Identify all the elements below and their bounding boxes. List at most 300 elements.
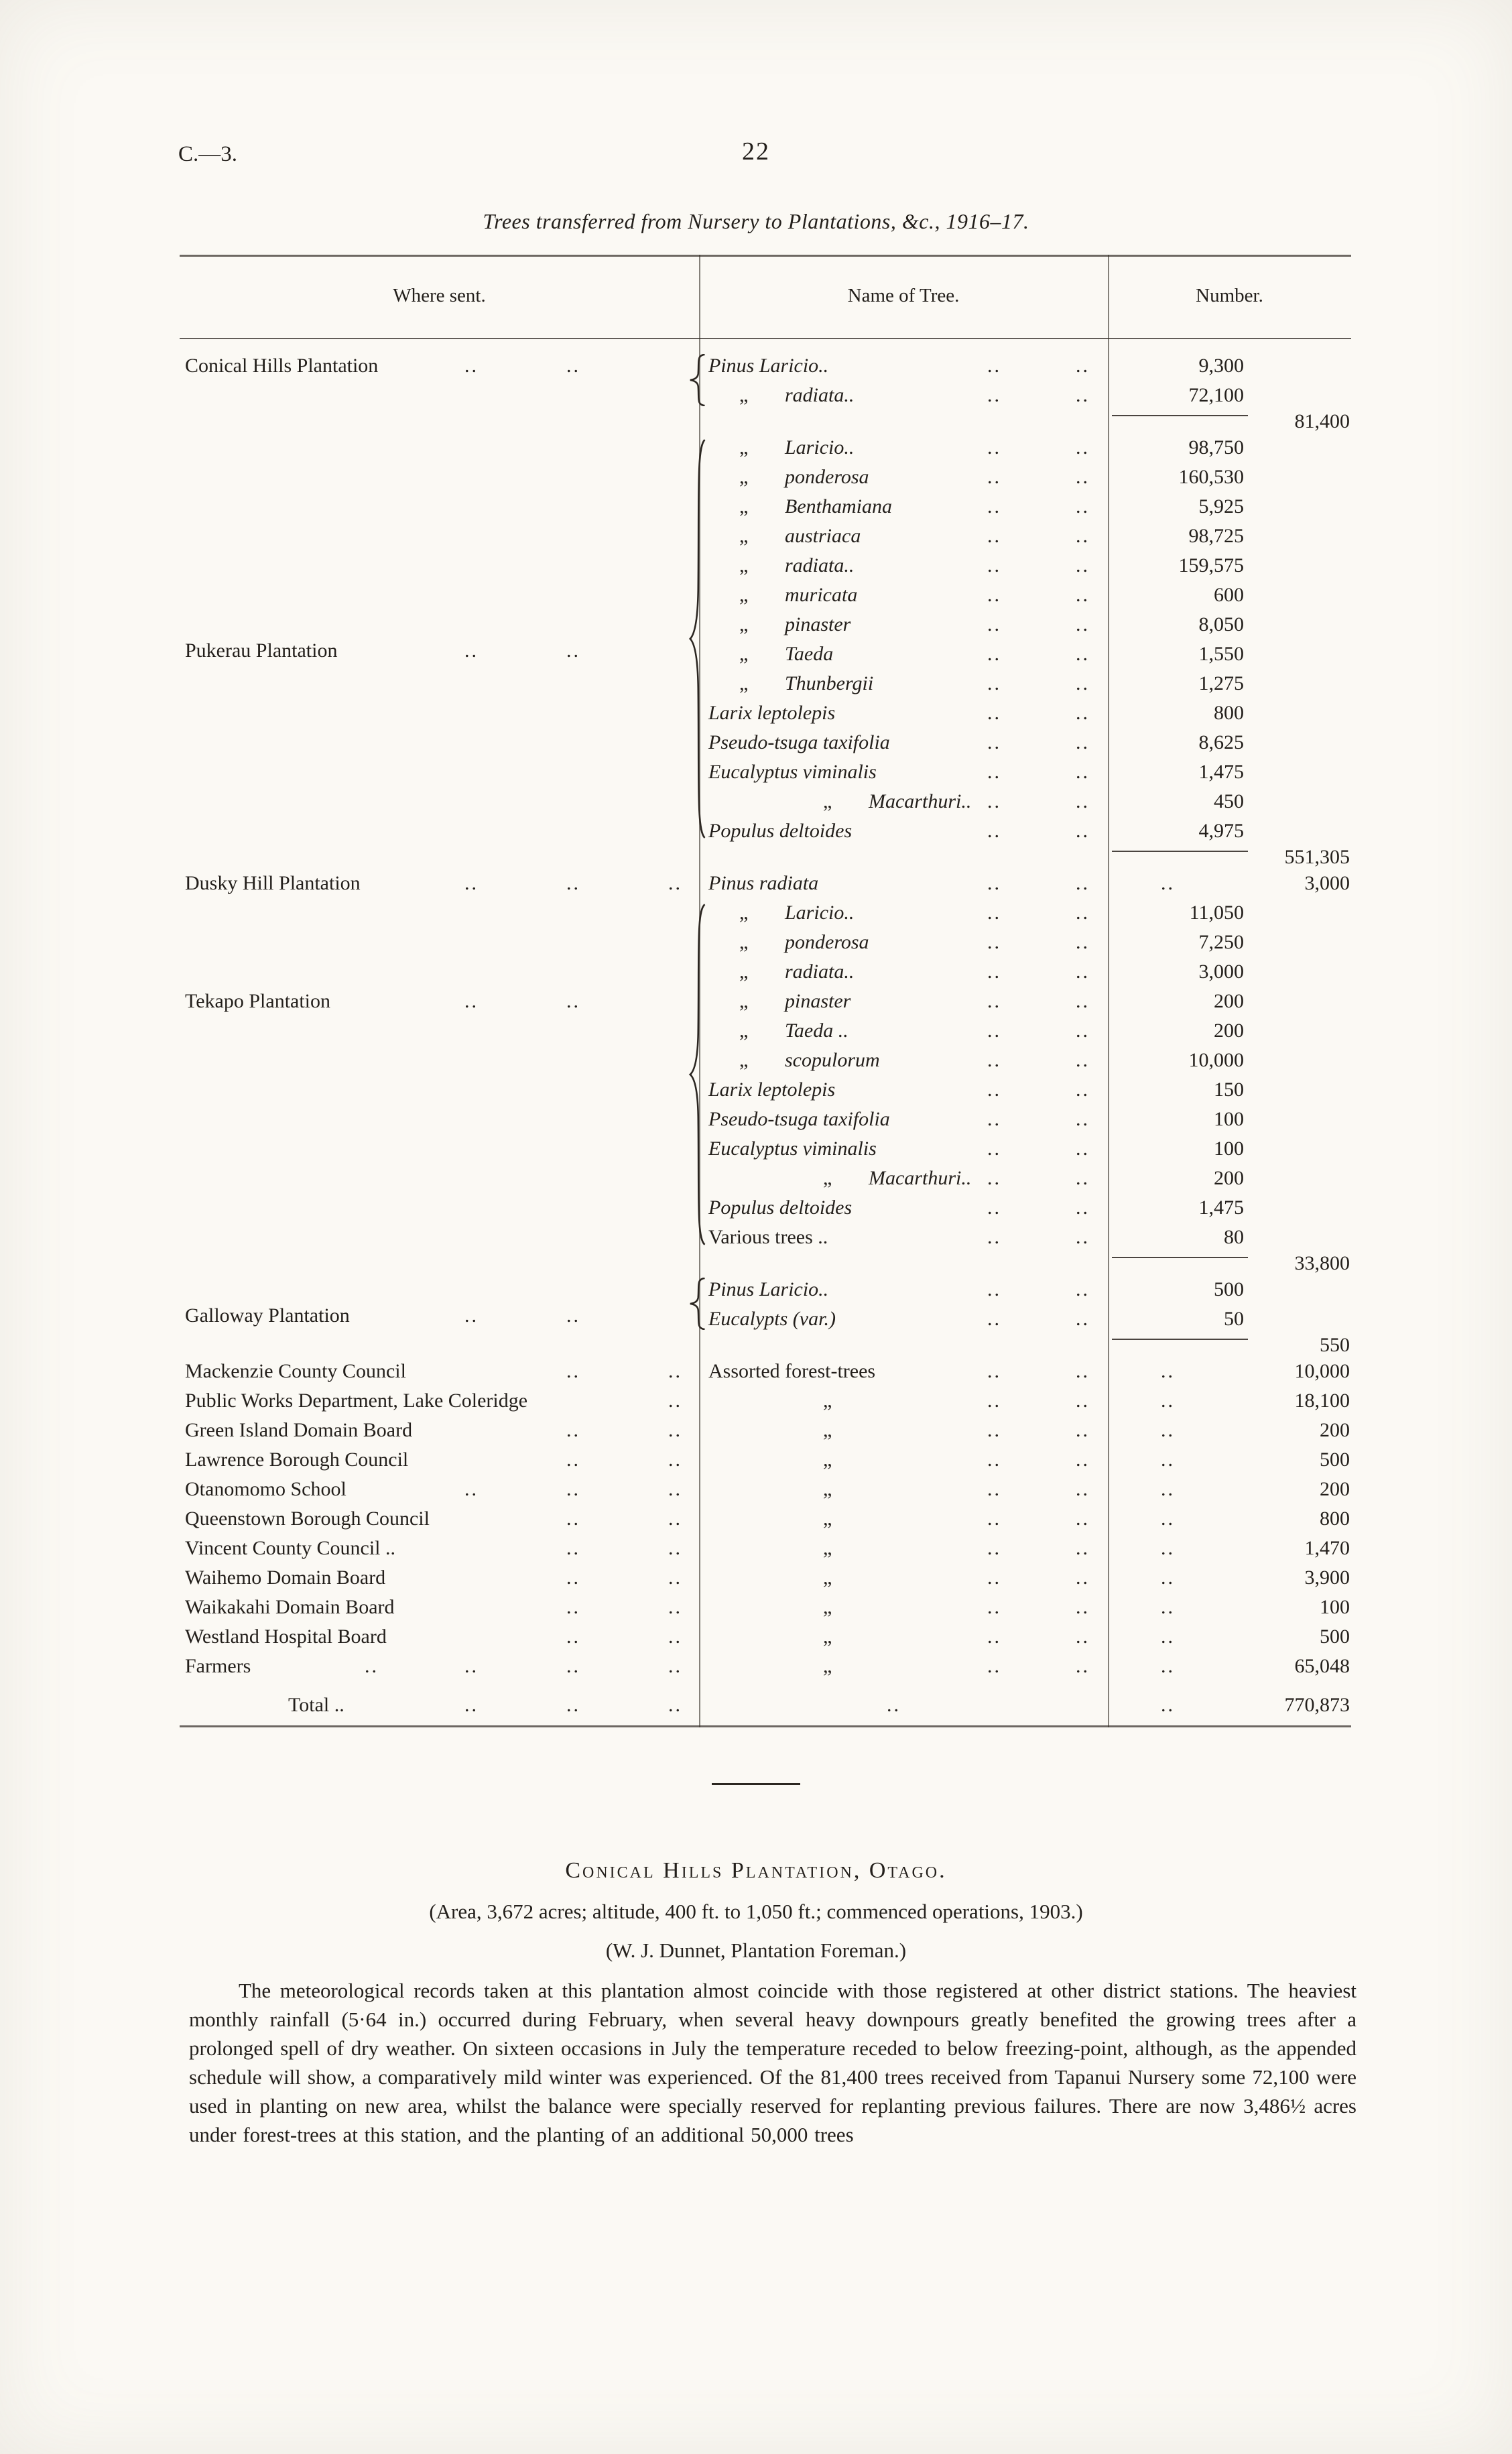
leader-dots: .. — [566, 355, 580, 377]
where-sent-label: Galloway Plantation — [185, 1304, 350, 1327]
tree-name-text: pinaster — [785, 613, 851, 635]
leader-dots: .. — [668, 1625, 682, 1648]
table-header-row — [180, 255, 1351, 339]
leader-dots: .. — [987, 643, 1001, 665]
table-row — [699, 1105, 1351, 1134]
tree-name-text: Eucalypts (var.) — [708, 1308, 836, 1330]
tree-name — [739, 492, 892, 522]
subtotal-row — [699, 846, 1351, 869]
where-sent-label: Otanomomo School — [185, 1478, 346, 1500]
number-outer-cell — [1251, 757, 1351, 787]
tree-name — [739, 898, 854, 928]
leader-dots: .. — [1076, 1360, 1090, 1382]
leader-dots: .. — [987, 525, 1001, 547]
leader-dots: .. — [1076, 1308, 1090, 1330]
table-group — [180, 1357, 1351, 1386]
tree-name-text: Larix leptolepis — [708, 702, 836, 724]
tree-name — [739, 580, 857, 610]
leader-dots: .. — [1076, 761, 1090, 783]
number-outer-cell — [1251, 351, 1351, 381]
number-outer-cell — [1251, 987, 1351, 1016]
subtotal-spacer — [699, 1252, 1108, 1275]
number-outer-cell — [1251, 463, 1351, 492]
ditto-mark: „ — [823, 1655, 832, 1677]
table-row — [699, 463, 1351, 492]
leader-dots: .. — [566, 1537, 580, 1559]
ditto-mark: „ — [823, 1596, 832, 1618]
where-sent-label: Green Island Domain Board — [185, 1419, 413, 1441]
tree-name-cell — [699, 698, 1108, 728]
leader-dots: .. — [464, 1694, 479, 1716]
table-group — [180, 1691, 1351, 1720]
number-inner-cell: 4,975 — [1198, 820, 1244, 842]
tree-name-text: Populus deltoides — [708, 1197, 853, 1219]
table-row — [699, 522, 1351, 551]
document-reference: C.—3. — [178, 142, 238, 166]
tree-rows-column — [699, 1386, 1351, 1416]
subtotal-rule-cell — [1108, 846, 1251, 869]
where-sent-cell — [180, 898, 699, 1275]
table-row — [699, 1563, 1351, 1593]
tree-rows-column — [699, 1504, 1351, 1534]
leader-dots: .. — [987, 1278, 1001, 1300]
where-sent-cell — [180, 1416, 699, 1445]
tree-name — [823, 1416, 869, 1445]
number-outer-cell — [1251, 551, 1351, 580]
leader-dots: .. — [566, 1508, 580, 1530]
table-group — [180, 1593, 1351, 1622]
tree-rows-column — [699, 1275, 1351, 1357]
tree-name-cell — [699, 1193, 1108, 1223]
tree-name-cell — [699, 1416, 1108, 1445]
tree-name-text: Larix leptolepis — [708, 1079, 836, 1101]
tree-name-cell — [699, 669, 1108, 698]
ditto-mark: „ — [739, 495, 749, 517]
tree-name-text: Populus deltoides — [708, 820, 853, 842]
number-inner-cell: .. — [1161, 872, 1175, 894]
leader-dots: .. — [987, 1508, 1001, 1530]
tree-name-text: pinaster — [785, 990, 851, 1012]
leader-dots: .. — [987, 931, 1001, 953]
leader-dots: .. — [668, 1567, 682, 1589]
where-sent-label: Farmers — [185, 1655, 251, 1677]
tree-name-cell — [699, 1445, 1108, 1475]
leader-dots: .. — [1076, 495, 1090, 517]
table-title: Trees transferred from Nursery to Plantations, &c., 1916–17. — [483, 209, 1029, 233]
ditto-mark: „ — [739, 672, 749, 694]
tree-name-text: radiata.. — [785, 384, 855, 406]
table-row — [699, 1475, 1351, 1504]
leader-dots: .. — [1076, 1049, 1090, 1071]
where-sent-cell — [180, 433, 699, 869]
number-inner-cell: .. — [1161, 1694, 1175, 1716]
table-row — [699, 1416, 1351, 1445]
leader-dots: .. — [987, 554, 1001, 576]
tree-name-cell — [699, 987, 1108, 1016]
subtotal-rule — [1112, 1339, 1248, 1340]
tree-name-cell — [699, 381, 1108, 410]
number-inner-cell: 10,000 — [1188, 1049, 1244, 1071]
ditto-mark: „ — [739, 643, 749, 665]
leader-dots: .. — [1076, 1537, 1090, 1559]
tree-name-text: Pinus radiata — [708, 872, 819, 894]
subtotal-row — [699, 410, 1351, 433]
tree-name — [739, 522, 861, 551]
number-outer-cell — [1251, 928, 1351, 957]
where-sent-cell — [180, 1475, 699, 1504]
where-sent-label: Dusky Hill Plantation — [185, 872, 361, 894]
leader-dots: .. — [987, 436, 1001, 458]
tree-name — [708, 1304, 836, 1334]
leader-dots: .. — [987, 1390, 1001, 1412]
where-sent-content — [180, 1504, 699, 1534]
leader-dots: .. — [987, 672, 1001, 694]
number-outer-cell — [1251, 1193, 1351, 1223]
number-inner-cell: 50 — [1224, 1308, 1244, 1330]
leader-dots: .. — [566, 1567, 580, 1589]
where-sent-content — [180, 1563, 699, 1593]
number-inner-cell: .. — [1161, 1567, 1175, 1589]
tree-name-cell — [699, 928, 1108, 957]
tree-name-cell — [699, 1164, 1108, 1193]
table-row — [699, 1593, 1351, 1622]
tree-name — [708, 1193, 852, 1223]
tree-name-cell — [699, 639, 1108, 669]
where-sent-content — [180, 1691, 699, 1720]
leader-dots: .. — [987, 1419, 1001, 1441]
tree-name-cell — [699, 1563, 1108, 1593]
leader-dots: .. — [987, 1049, 1001, 1071]
number-inner-cell: 500 — [1214, 1278, 1244, 1300]
table-row — [699, 869, 1351, 898]
leader-dots: .. — [668, 1596, 682, 1618]
tree-name-text: Pinus Laricio.. — [708, 355, 829, 377]
tree-rows-column — [699, 1534, 1351, 1563]
number-outer-cell — [1251, 698, 1351, 728]
table-row — [699, 1046, 1351, 1075]
ditto-mark: „ — [823, 1419, 832, 1441]
where-sent-label: Conical Hills Plantation — [185, 355, 379, 377]
tree-name-text: radiata.. — [785, 554, 855, 576]
leader-dots: .. — [1076, 1655, 1090, 1677]
tree-rows-column — [699, 1593, 1351, 1622]
leader-dots: .. — [987, 1655, 1001, 1677]
tree-rows-column — [699, 433, 1351, 869]
table-row — [699, 1016, 1351, 1046]
leader-dots: .. — [668, 872, 682, 894]
table-group — [180, 433, 1351, 869]
leader-dots: .. — [1076, 436, 1090, 458]
tree-name — [739, 551, 854, 580]
subtotal-value: 33,800 — [1294, 1252, 1350, 1274]
table-row — [699, 639, 1351, 669]
number-outer-cell — [1251, 787, 1351, 816]
leader-dots: .. — [464, 990, 479, 1012]
tree-name-text: Various trees .. — [708, 1226, 828, 1248]
leader-dots: .. — [1076, 820, 1090, 842]
leader-dots: .. — [1076, 525, 1090, 547]
subtotal-row — [699, 1334, 1351, 1357]
where-sent-content — [180, 1534, 699, 1563]
where-sent-content — [180, 1622, 699, 1652]
where-sent-cell — [180, 1386, 699, 1416]
subtotal-spacer — [699, 846, 1108, 869]
number-outer-cell — [1251, 1075, 1351, 1105]
leader-dots: .. — [1076, 1079, 1090, 1101]
leader-dots: .. — [668, 1694, 682, 1716]
table-group — [180, 1386, 1351, 1416]
tree-name-cell — [699, 1275, 1108, 1304]
leader-dots: .. — [987, 790, 1001, 812]
table-group — [180, 1622, 1351, 1652]
leader-dots: .. — [1076, 643, 1090, 665]
section-heading: Conical Hills Plantation, Otago. — [565, 1858, 947, 1883]
tree-name-cell — [699, 433, 1108, 463]
leader-dots: .. — [1076, 466, 1090, 488]
ditto-mark: „ — [739, 384, 749, 406]
leader-dots: .. — [464, 1655, 479, 1677]
number-inner-cell: 160,530 — [1178, 466, 1244, 488]
table-row — [699, 898, 1351, 928]
tree-rows-column — [699, 1475, 1351, 1504]
number-outer-cell — [1251, 669, 1351, 698]
leader-dots: .. — [668, 1390, 682, 1412]
number-inner-cell: 1,475 — [1198, 1197, 1244, 1219]
where-sent-cell — [180, 1691, 699, 1720]
leader-dots: .. — [566, 1449, 580, 1471]
tree-name-cell — [699, 1046, 1108, 1075]
where-sent-label: Waihemo Domain Board — [185, 1567, 386, 1589]
number-inner-cell: 600 — [1214, 584, 1244, 606]
where-sent-content — [180, 351, 699, 381]
where-sent-cell — [180, 1652, 699, 1681]
table-group — [180, 1275, 1351, 1357]
table-row — [699, 816, 1351, 846]
leader-dots: .. — [1076, 1167, 1090, 1189]
where-sent-content — [180, 1357, 699, 1386]
where-sent-cell — [180, 1504, 699, 1534]
number-outer-cell — [1251, 1304, 1351, 1334]
tree-name-cell — [699, 1504, 1108, 1534]
where-sent-label: Waikakahi Domain Board — [185, 1596, 395, 1618]
tree-name — [739, 610, 850, 639]
table-row — [699, 698, 1351, 728]
tree-name — [739, 957, 854, 987]
tree-name-text: Eucalyptus viminalis — [708, 761, 877, 783]
tree-name — [739, 639, 833, 669]
leader-dots: .. — [566, 1360, 580, 1382]
leader-dots: .. — [987, 872, 1001, 894]
ditto-mark: „ — [739, 436, 749, 458]
tree-name-cell — [699, 869, 1108, 898]
tree-rows-column — [699, 1445, 1351, 1475]
tree-name — [739, 1016, 848, 1046]
table-row — [699, 381, 1351, 410]
table-group — [180, 1504, 1351, 1534]
number-inner-cell: .. — [1161, 1449, 1175, 1471]
leader-dots: .. — [1076, 902, 1090, 924]
ditto-mark: „ — [739, 961, 749, 983]
leader-dots: .. — [668, 1419, 682, 1441]
leader-dots: .. — [987, 1138, 1001, 1160]
ditto-mark: „ — [823, 1567, 832, 1589]
leader-dots: .. — [566, 1419, 580, 1441]
where-sent-cell — [180, 1563, 699, 1593]
leader-dots: .. — [566, 1655, 580, 1677]
where-sent-cell — [180, 1275, 699, 1357]
leader-dots: .. — [987, 1625, 1001, 1648]
table-group — [180, 1445, 1351, 1475]
tree-name — [708, 728, 890, 757]
ditto-mark: „ — [739, 525, 749, 547]
leader-dots: .. — [1076, 702, 1090, 724]
table-group — [180, 1563, 1351, 1593]
table-row — [699, 1504, 1351, 1534]
number-inner-cell: 200 — [1214, 990, 1244, 1012]
table-row — [699, 1134, 1351, 1164]
tree-rows-column — [699, 1652, 1351, 1681]
tree-name — [823, 1164, 971, 1193]
tree-name — [739, 928, 869, 957]
tree-rows-column — [699, 1357, 1351, 1386]
tree-name — [708, 757, 877, 787]
leader-dots: .. — [566, 1596, 580, 1618]
where-sent-cell — [180, 1593, 699, 1622]
where-sent-label: Mackenzie County Council — [185, 1360, 406, 1382]
leader-dots: .. — [987, 1079, 1001, 1101]
leader-dots: .. — [987, 466, 1001, 488]
number-outer-cell — [1251, 1046, 1351, 1075]
leader-dots: .. — [987, 613, 1001, 635]
leader-dots: .. — [464, 639, 479, 662]
table-row — [699, 1534, 1351, 1563]
leader-dots: .. — [1076, 872, 1090, 894]
tree-name-text: scopulorum — [785, 1049, 880, 1071]
where-sent-label: Lawrence Borough Council — [185, 1449, 409, 1471]
leader-dots: .. — [987, 1449, 1001, 1471]
leader-dots: .. — [987, 384, 1001, 406]
tree-name-cell — [699, 1016, 1108, 1046]
leader-dots: .. — [1076, 1278, 1090, 1300]
number-outer-cell — [1251, 1223, 1351, 1252]
where-sent-cell — [180, 1357, 699, 1386]
where-sent-label: Queenstown Borough Council — [185, 1508, 430, 1530]
ditto-mark: „ — [739, 990, 749, 1012]
number-outer-cell — [1251, 898, 1351, 928]
number-outer-cell — [1251, 580, 1351, 610]
table-row — [699, 928, 1351, 957]
tree-name-text: ponderosa — [785, 931, 869, 953]
table-row — [699, 492, 1351, 522]
leader-dots: .. — [464, 355, 479, 377]
tree-name-cell — [699, 1304, 1108, 1334]
number-outer-cell: 770,873 — [1284, 1694, 1350, 1716]
tree-name-cell — [699, 1357, 1108, 1386]
leader-dots: .. — [464, 1478, 479, 1500]
tree-name-cell — [699, 551, 1108, 580]
section-divider-rule — [712, 1783, 800, 1785]
leader-dots: .. — [668, 1478, 682, 1500]
ditto-mark: „ — [823, 1449, 832, 1471]
table-row — [699, 669, 1351, 698]
where-sent-content — [180, 1301, 699, 1331]
ditto-mark: „ — [739, 584, 749, 606]
tree-name — [823, 1534, 869, 1563]
ditto-mark: „ — [823, 1167, 832, 1189]
ditto-mark: „ — [739, 902, 749, 924]
leader-dots: .. — [887, 1694, 901, 1716]
ditto-mark: „ — [823, 1478, 832, 1500]
subtotal-value: 551,305 — [1284, 846, 1350, 868]
column-header-number: Number. — [1196, 285, 1263, 306]
number-inner-cell: .. — [1161, 1508, 1175, 1530]
tree-name-cell — [699, 1075, 1108, 1105]
tree-name-text: Pseudo-tsuga taxifolia — [708, 1108, 890, 1130]
number-inner-cell: 7,250 — [1198, 931, 1244, 953]
tree-name-cell — [699, 1691, 1108, 1720]
tree-name-cell — [699, 1534, 1108, 1563]
number-inner-cell: 100 — [1214, 1138, 1244, 1160]
column-header-where-sent: Where sent. — [393, 285, 486, 306]
tree-name-cell — [699, 1134, 1108, 1164]
leader-dots: .. — [464, 872, 479, 894]
number-inner-cell: .. — [1161, 1625, 1175, 1648]
number-outer-cell: 100 — [1320, 1596, 1350, 1618]
tree-rows-column — [699, 1563, 1351, 1593]
leader-dots: .. — [1076, 990, 1090, 1012]
tree-name — [823, 787, 971, 816]
number-outer-cell — [1251, 816, 1351, 846]
leader-dots: .. — [566, 990, 580, 1012]
table-row — [699, 1691, 1351, 1720]
ditto-mark: „ — [823, 790, 832, 812]
tree-name — [739, 669, 873, 698]
table-row — [699, 1275, 1351, 1304]
where-sent-content — [180, 1593, 699, 1622]
transfer-table — [180, 255, 1351, 1727]
where-sent-content — [180, 1386, 699, 1416]
ditto-mark: „ — [823, 1537, 832, 1559]
leader-dots: .. — [566, 1625, 580, 1648]
where-sent-label: Pukerau Plantation — [185, 639, 338, 662]
tree-name-text: Macarthuri.. — [869, 790, 972, 812]
leader-dots: .. — [1076, 355, 1090, 377]
table-row — [699, 580, 1351, 610]
number-inner-cell: 150 — [1214, 1079, 1244, 1101]
tree-name-text: Benthamiana — [785, 495, 892, 517]
table-row — [699, 610, 1351, 639]
leader-dots: .. — [1076, 384, 1090, 406]
leader-dots: .. — [1076, 1625, 1090, 1648]
number-outer-cell — [1251, 1164, 1351, 1193]
leader-dots: .. — [987, 990, 1001, 1012]
tree-rows-column — [699, 1416, 1351, 1445]
tree-name — [823, 1504, 869, 1534]
tree-name-text: Taeda — [785, 643, 834, 665]
ditto-mark: „ — [823, 1508, 832, 1530]
tree-rows-column — [699, 1691, 1351, 1720]
number-outer-cell — [1251, 728, 1351, 757]
ditto-mark: „ — [739, 931, 749, 953]
where-sent-label: Westland Hospital Board — [185, 1625, 387, 1648]
tree-name-cell — [699, 1223, 1108, 1252]
number-inner-cell: 800 — [1214, 702, 1244, 724]
subtotal-rule — [1112, 415, 1248, 416]
tree-name-text: Laricio.. — [785, 436, 855, 458]
subtotal-row — [699, 1252, 1351, 1275]
leader-dots: .. — [987, 1360, 1001, 1382]
leader-dots: .. — [987, 1167, 1001, 1189]
